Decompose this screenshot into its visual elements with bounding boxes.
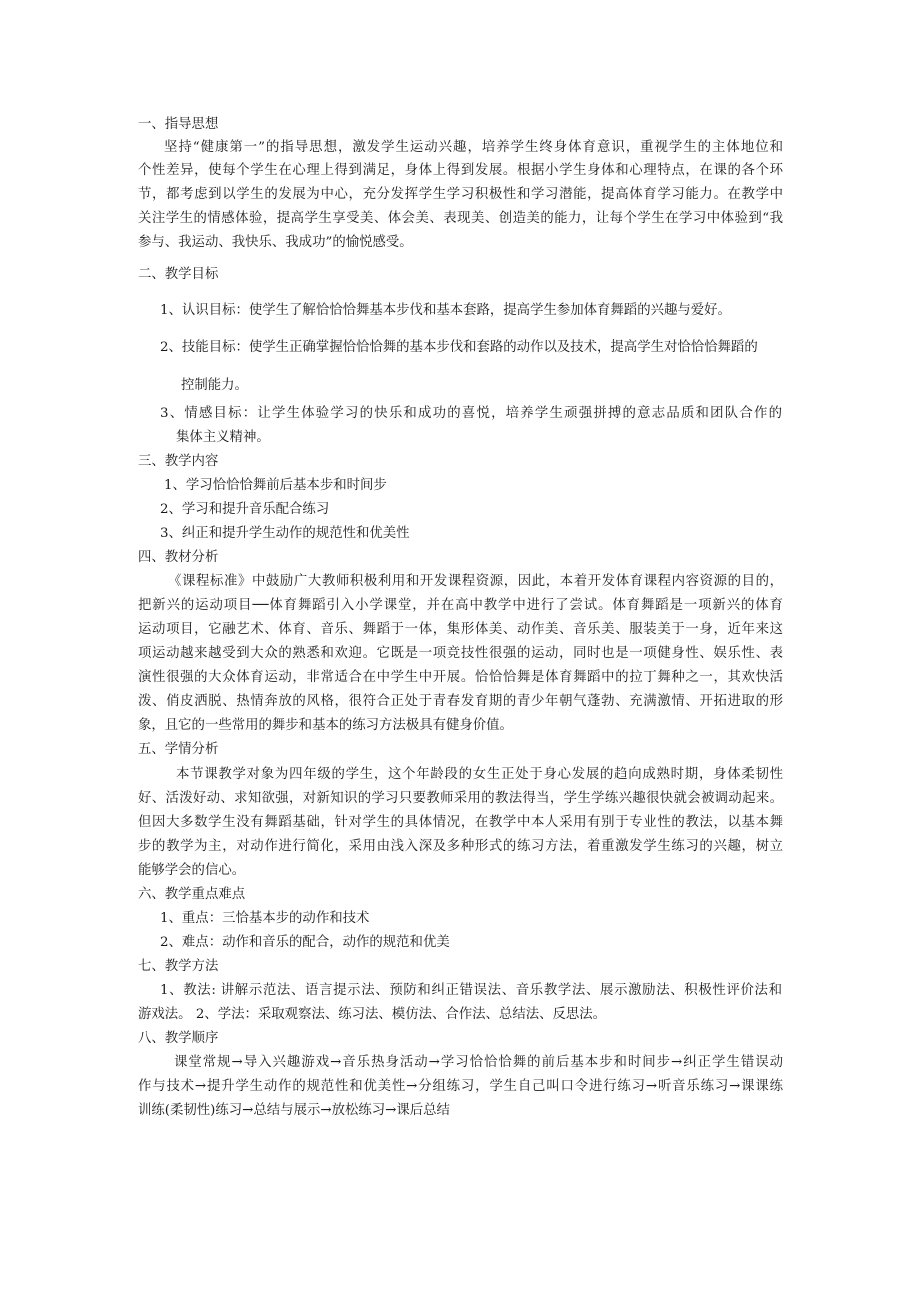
- paragraph-line: 参与、我运动、我快乐、我成功”的愉悦感受。: [138, 235, 413, 250]
- paragraph-line: 训练(柔韧性)练习→总结与展示→放松练习→课后总结: [138, 1103, 450, 1118]
- paragraph-line: 节，都考虑到以学生的发展为中心，充分发挥学生学习积极性和学习潜能，提高体育学习能力。在教学中: [138, 187, 783, 202]
- paragraph-line: 项运动越来越受到大众的熟悉和欢迎。它既是一项竞技性很强的运动，同时也是一项健身性、娱乐性、表: [138, 646, 783, 661]
- paragraph-line: 把新兴的运动项目──体育舞蹈引入小学课堂，并在高中教学中进行了尝试。体育舞蹈是一项新兴的体育: [138, 598, 783, 613]
- list-item: 2、难点：动作和音乐的配合，动作的规范和优美: [160, 935, 450, 950]
- paragraph-line: 坚持“健康第一”的指导思想，激发学生运动兴趣，培养学生终身体育意识，重视学生的主体地位和: [164, 140, 783, 155]
- paragraph-line: 泼、俏皮洒脱、热情奔放的风格，很符合正处于青春发育期的青少年朝气蓬勃、充满激情、开拓进取的形: [138, 694, 783, 709]
- paragraph-line: 好、活泼好动、求知欲强，对新知识的学习只要教师采用的教法得当，学生学练兴趣很快就会被调动起来。: [138, 791, 783, 806]
- list-item: 3、情感目标：让学生体验学习的快乐和成功的喜悦，培养学生顽强拼搏的意志品质和团队合作的: [160, 406, 782, 421]
- paragraph-line: 《课程标准》中鼓励广大教师积极利用和开发课程资源，因此，本着开发体育课程内容资源的目的，: [168, 574, 783, 589]
- list-item: 2、技能目标：使学生正确掌握恰恰恰舞的基本步伐和套路的动作以及技术，提高学生对恰恰恰舞蹈的: [160, 340, 758, 355]
- paragraph-line: 本节课教学对象为四年级的学生，这个年龄段的女生正处于身心发展的趋向成熟时期，身体柔韧性: [176, 767, 783, 782]
- heading-teaching-goals: 二、教学目标: [138, 267, 219, 282]
- heading-teaching-content: 三、教学内容: [138, 454, 219, 469]
- heading-guiding-ideology: 一、指导思想: [138, 117, 219, 132]
- paragraph-line: 步的教学为主，对动作进行简化，采用由浅入深及多种形式的练习方法，着重激发学生练习的兴趣，树立: [138, 839, 783, 854]
- paragraph-line: 运动项目，它融艺术、体育、音乐、舞蹈于一体，集形体美、动作美、音乐美、服装美于一身，近年来这: [138, 622, 783, 637]
- list-item: 1、学习恰恰恰舞前后基本步和时间步: [164, 478, 387, 493]
- paragraph-line: 关注学生的情感体验，提高学生享受美、体会美、表现美、创造美的能力，让每个学生在学习中体验到“我: [138, 211, 783, 226]
- list-item: 3、纠正和提升学生动作的规范性和优美性: [160, 526, 410, 541]
- list-item: 控制能力。: [181, 378, 248, 393]
- paragraph-line: 演性很强的大众体育运动，非常适合在中学生中开展。恰恰恰舞是体育舞蹈中的拉丁舞种之一，其欢快活: [138, 670, 783, 685]
- paragraph-line: 个性差异，使每个学生在心理上得到满足，身体上得到发展。根据小学生身体和心理特点，在课的各个环: [138, 163, 783, 178]
- heading-teaching-sequence: 八、教学顺序: [138, 1031, 219, 1046]
- list-item: 集体主义精神。: [176, 430, 270, 445]
- paragraph-line: 能够学会的信心。: [138, 863, 246, 878]
- paragraph-line: 象，且它的一些常用的舞步和基本的练习方法极具有健身价值。: [138, 718, 513, 733]
- heading-learner-analysis: 五、学情分析: [138, 742, 219, 757]
- list-item: 2、学习和提升音乐配合练习: [160, 502, 330, 517]
- heading-teaching-methods: 七、教学方法: [138, 959, 219, 974]
- list-item: 1、认识目标：使学生了解恰恰恰舞基本步伐和基本套路，提高学生参加体育舞蹈的兴趣与爱好。: [160, 303, 731, 318]
- paragraph-line: 作与技术→提升学生动作的规范性和优美性→分组练习，学生自己叫口令进行练习→听音乐练习→课课练: [138, 1079, 783, 1094]
- paragraph-line: 课堂常规→导入兴趣游戏→音乐热身活动→学习恰恰恰舞的前后基本步和时间步→纠正学生错误动: [174, 1055, 783, 1070]
- list-item: 1、重点：三恰基本步的动作和技术: [160, 911, 370, 926]
- paragraph-line: 游戏法。 2、学法：采取观察法、练习法、模仿法、合作法、总结法、反思法。: [138, 1007, 607, 1022]
- paragraph-line: 但因大多数学生没有舞蹈基础，针对学生的具体情况，在教学中本人采用有别于专业性的教法，以基本舞: [138, 815, 783, 830]
- heading-key-points: 六、教学重点难点: [138, 887, 246, 902]
- paragraph-line: 1、教法: 讲解示范法、语言提示法、预防和纠正错误法、音乐教学法、展示激励法、积极性评价法和: [160, 983, 782, 998]
- heading-material-analysis: 四、教材分析: [138, 550, 219, 565]
